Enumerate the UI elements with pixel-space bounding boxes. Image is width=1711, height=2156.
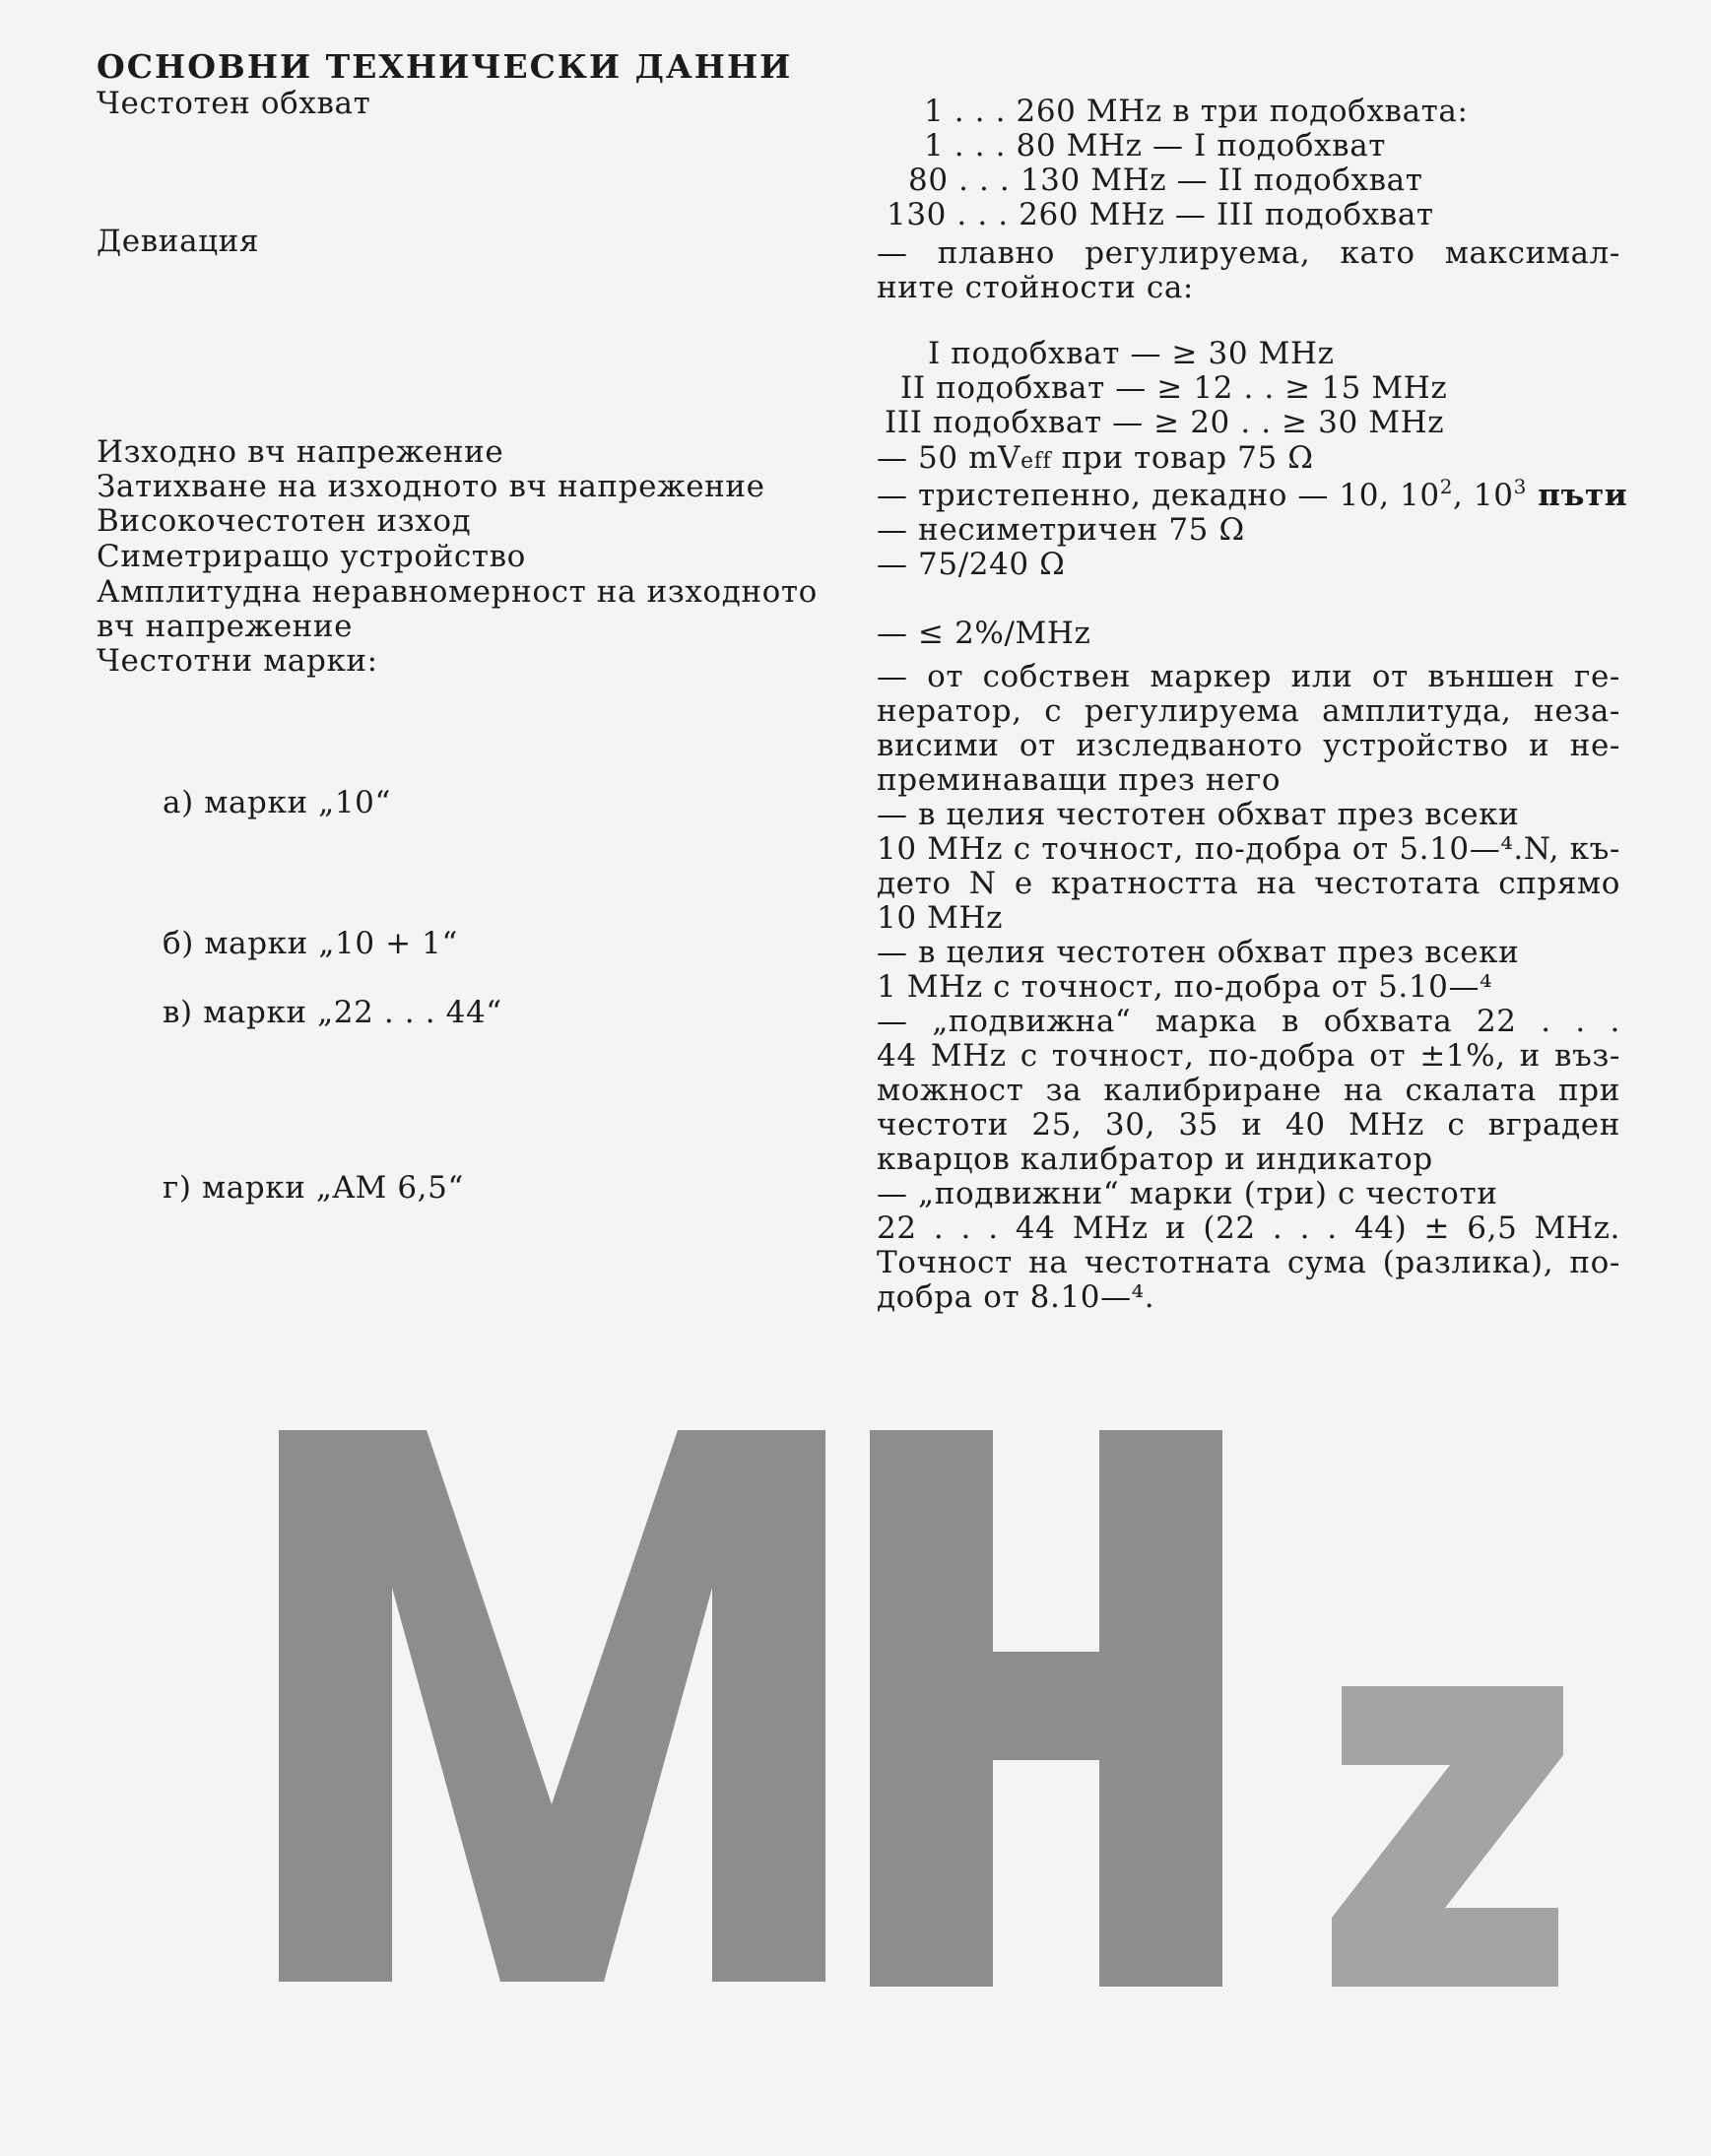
deviation-value-line: I подобхват — ≥ 30 MHz: [928, 336, 1335, 371]
label-frequency-range: Честотен обхват: [97, 86, 371, 121]
mark-a-line: 10 MHz с точност, по-добра от 5.10—⁴.N, къ-: [877, 831, 1620, 867]
deviation-block: [877, 236, 1620, 305]
attenuation-text: пъти: [1526, 478, 1628, 513]
label-symmetrizer: Симетриращо устройство: [97, 539, 526, 574]
attenuation-value: [877, 475, 1628, 513]
big-letter-m: [279, 1430, 825, 1982]
mark-a-line: 10 MHz: [877, 900, 1004, 936]
attenuation-exponent: 2: [1439, 475, 1454, 498]
mark-v-line: 44 MHz с точност, по-добра от ±1%, и въз-: [877, 1038, 1620, 1074]
mark-g-line: 22 . . . 44 MHz и (22 . . . 44) ± 6,5 MHz.: [877, 1210, 1620, 1246]
label-mark-v: в) марки „22 . . . 44“: [163, 995, 502, 1030]
label-amplitude-2: вч напрежение: [97, 609, 354, 644]
label-output-voltage: Изходно вч напрежение: [97, 434, 504, 470]
mark-v-line: можност за калибриране на скалата при: [877, 1073, 1620, 1108]
attenuation-exponent: 3: [1513, 475, 1527, 498]
label-mark-g: г) марки „AM 6,5“: [163, 1170, 464, 1206]
marks-line: преминаващи през него: [877, 762, 1282, 798]
output-voltage-value: [877, 441, 1620, 479]
deviation-value-line: III подобхват — ≥ 20 . . ≥ 30 MHz: [885, 405, 1445, 440]
label-amplitude-1: Амплитудна неравномерност на изходното: [97, 574, 818, 610]
mark-b-line: — в целия честотен обхват през всеки: [877, 935, 1520, 970]
big-letter-z: [1332, 1686, 1563, 1987]
marks-block: [877, 660, 1620, 1315]
deviation-value-line: II подобхват — ≥ 12 . . ≥ 15 MHz: [900, 370, 1448, 406]
mark-g-line: добра от 8.10—⁴.: [877, 1279, 1155, 1315]
mark-v-line: — „подвижна“ марка в обхвата 22 . . .: [877, 1004, 1620, 1039]
label-freq-marks: Честотни марки:: [97, 643, 378, 679]
deviation-values-block: [885, 336, 1546, 440]
label-hf-output: Високочестотен изход: [97, 503, 472, 539]
output-voltage-load: при товар 75 Ω: [1051, 440, 1314, 476]
label-deviation: Девиация: [97, 224, 260, 259]
deviation-line: ните стойности са:: [877, 270, 1194, 305]
mark-a-line: — в целия честотен обхват през всеки: [877, 797, 1520, 832]
amplitude-value: — ≤ 2%/MHz: [877, 616, 1091, 651]
output-voltage-subscript: eff: [1020, 449, 1052, 474]
mark-a-line: дето N е кратността на честотата спрямо: [877, 866, 1620, 901]
label-attenuation: Затихване на изходното вч напрежение: [97, 469, 765, 504]
mark-b-line: 1 MHz с точност, по-добра от 5.10—⁴: [877, 969, 1493, 1005]
range-line: 1 . . . 260 MHz в три подобхвата:: [924, 94, 1469, 129]
range-line: 1 . . . 80 MHz — I подобхват: [924, 128, 1387, 163]
mark-g-line: Точност на честотната сума (разлика), по-: [877, 1245, 1620, 1280]
marks-line: нератор, с регулируема амплитуда, неза-: [877, 693, 1620, 729]
mark-v-line: честоти 25, 30, 35 и 40 MHz с вграден: [877, 1107, 1620, 1143]
mark-g-line: — „подвижни“ марки (три) с честоти: [877, 1176, 1498, 1211]
label-mark-a: а) марки „10“: [163, 785, 391, 820]
big-letter-h: [870, 1430, 1222, 1987]
output-voltage-text: — 50 mV: [877, 440, 1021, 476]
section-heading: ОСНОВНИ ТЕХНИЧЕСКИ ДАННИ: [97, 47, 793, 86]
deviation-line: — плавно регулируема, като максимал-: [877, 235, 1620, 271]
marks-line: висими от изследваното устройство и не-: [877, 728, 1620, 763]
label-mark-b: б) марки „10 + 1“: [163, 926, 458, 961]
attenuation-text: , 10: [1453, 478, 1514, 513]
hf-output-value: — несиметричен 75 Ω: [877, 512, 1245, 548]
range-line: 80 . . . 130 MHz — II подобхват: [908, 163, 1423, 198]
frequency-range-block: [887, 95, 1576, 232]
range-line: 130 . . . 260 MHz — III подобхват: [887, 197, 1434, 232]
marks-line: — от собствен маркер или от външен ге-: [877, 659, 1620, 694]
mark-v-line: кварцов калибратор и индикатор: [877, 1142, 1433, 1177]
symmetrizer-value: — 75/240 Ω: [877, 547, 1066, 582]
attenuation-text: — тристепенно, декадно — 10, 10: [877, 478, 1440, 513]
output-block: [877, 440, 1628, 582]
